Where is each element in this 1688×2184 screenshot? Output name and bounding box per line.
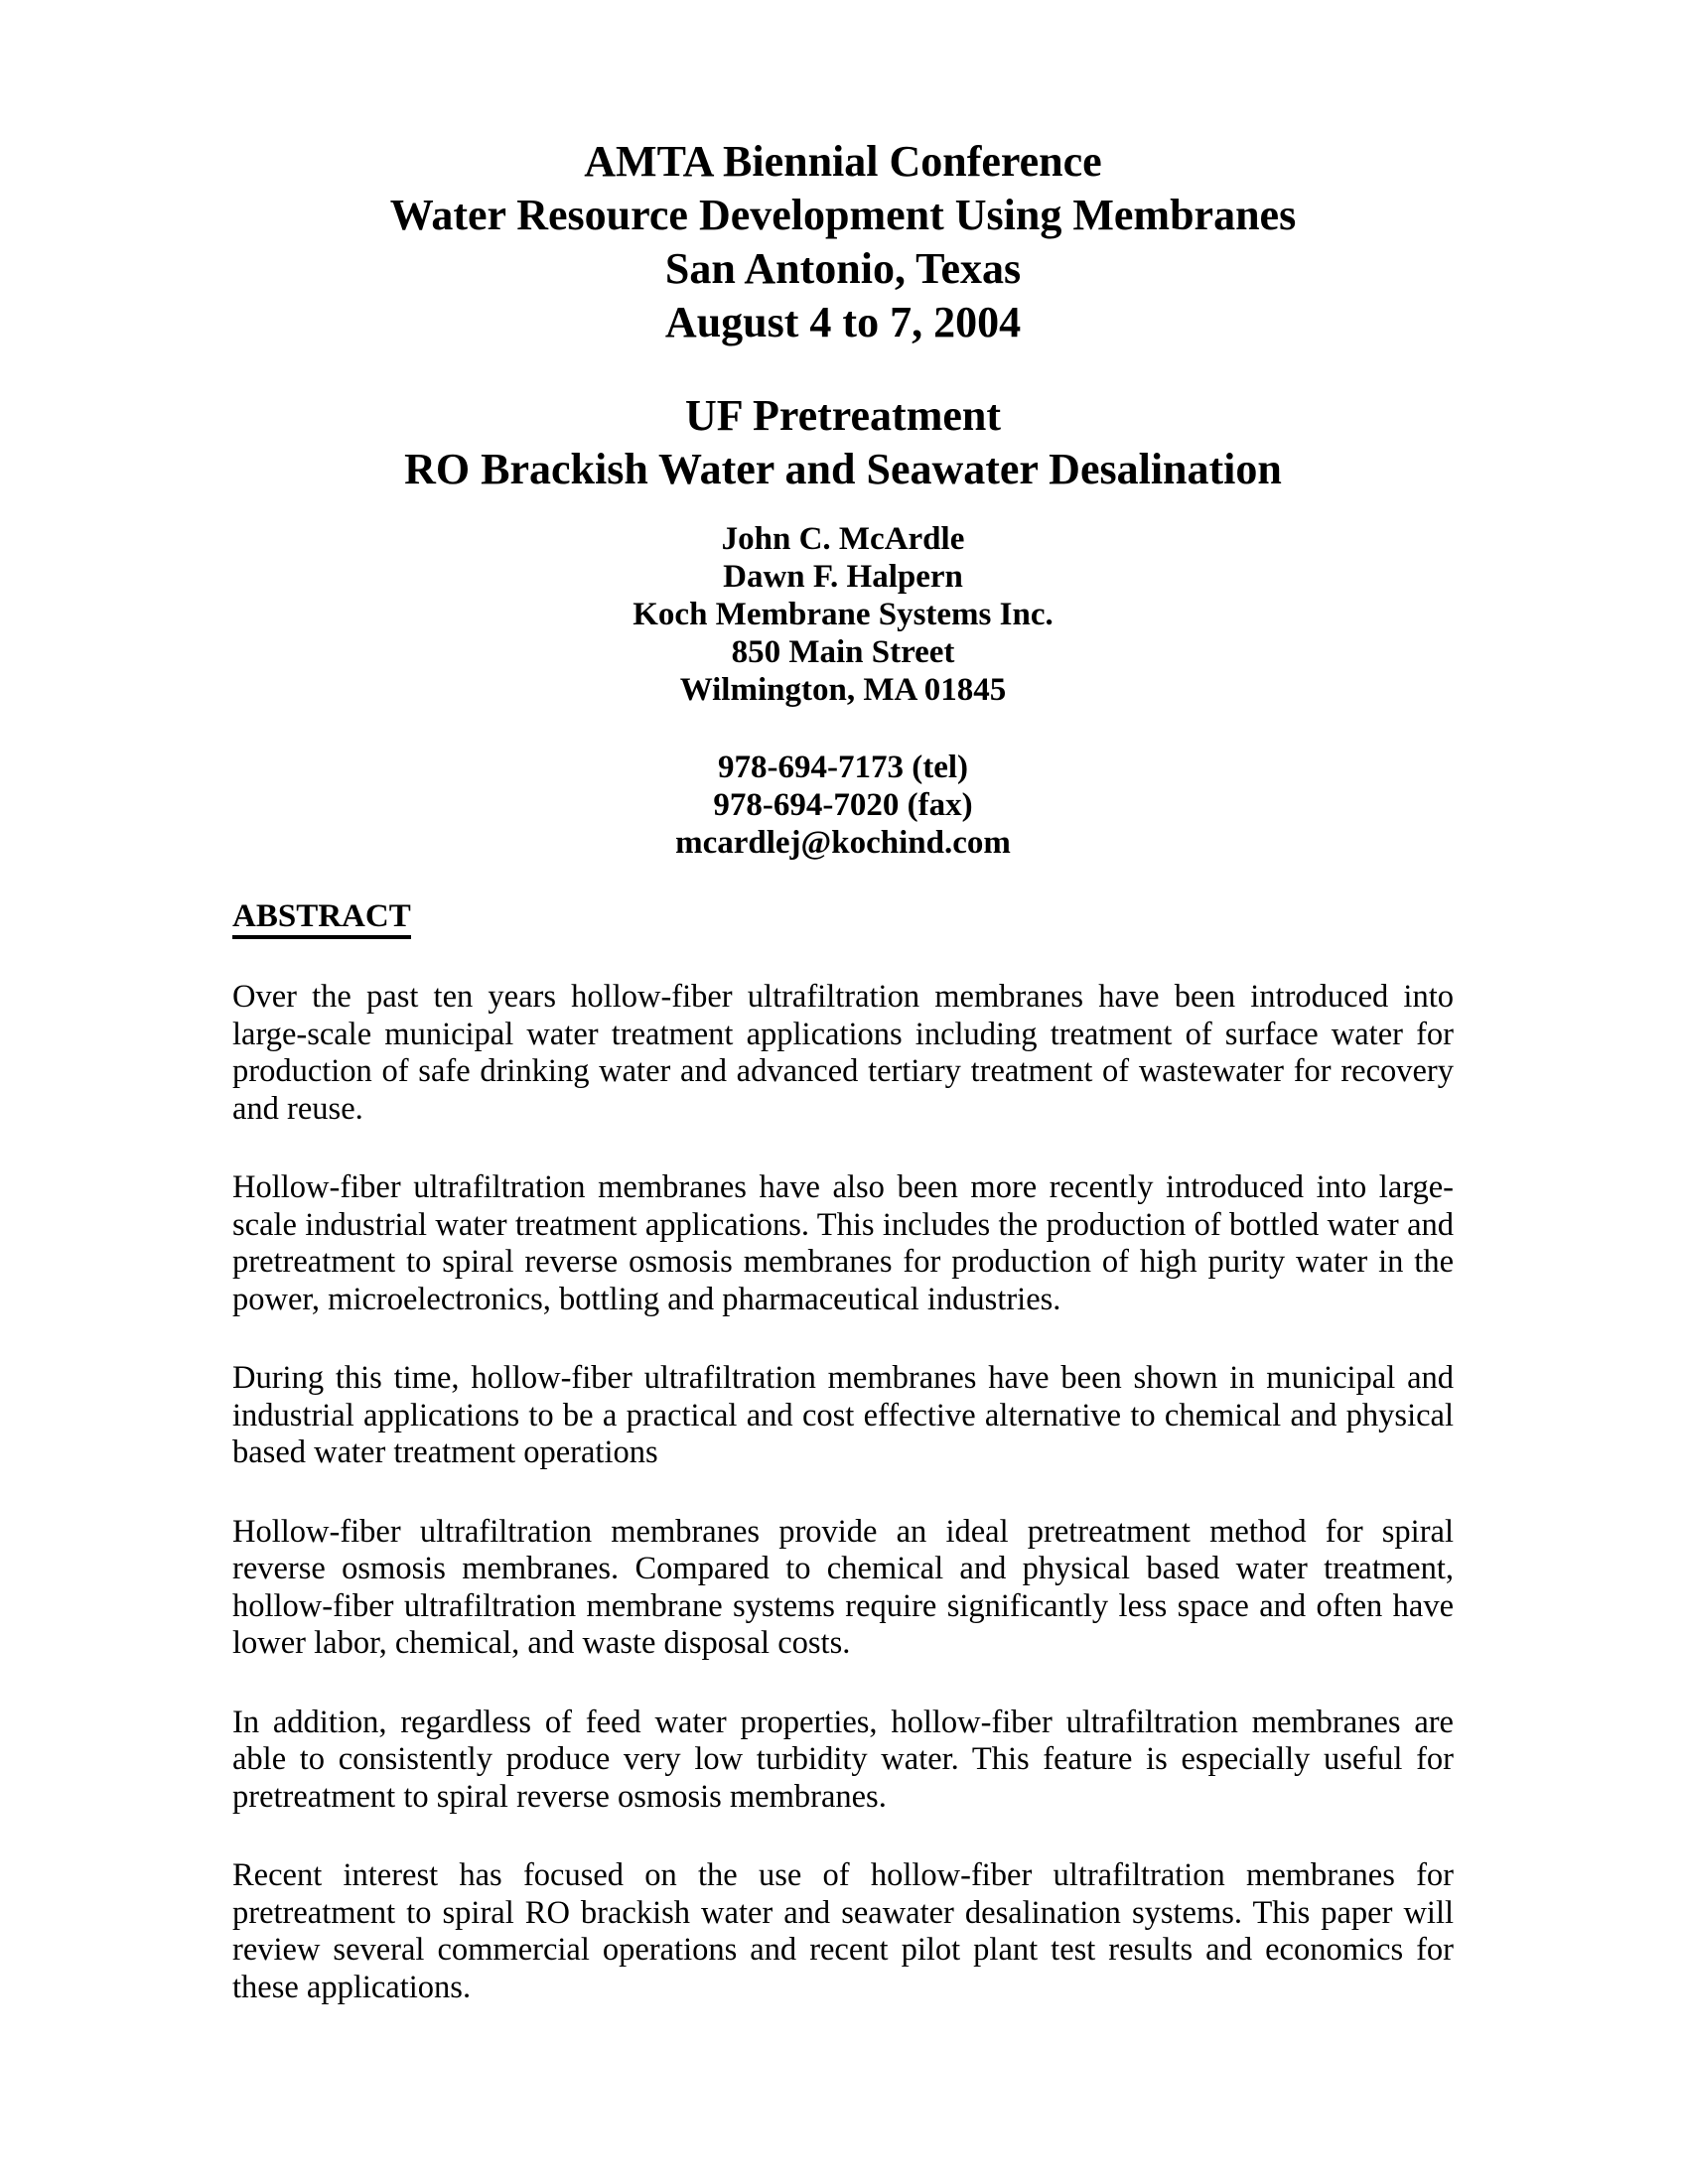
- author-name-1: John C. McArdle: [721, 521, 965, 557]
- conference-name: AMTA Biennial Conference: [584, 137, 1102, 186]
- contact-block: [232, 749, 1454, 862]
- author-name-2: Dawn F. Halpern: [723, 559, 963, 595]
- abstract-paragraph-5: In addition, regardless of feed water properties, hollow-fiber ultrafiltration membranes are able to consistently produce very low turbidity water. This feature is especially useful for pretreatment to spiral reverse osmosis membranes.: [232, 1704, 1454, 1815]
- abstract-paragraph-6: Recent interest has focused on the use of hollow-fiber ultrafiltration membranes for pretreatment to spiral RO brackish water and seawater desalination systems. This paper will review several commercial operations and recent pilot plant test results and economics for these applications.: [232, 1857, 1454, 2005]
- abstract-paragraph-3: During this time, hollow-fiber ultrafiltration membranes have been shown in municipal and industrial applications to be a practical and cost effective alternative to chemical and physical based water treatment operations: [232, 1360, 1454, 1470]
- abstract-paragraph-2: Hollow-fiber ultrafiltration membranes have also been more recently introduced into large-scale industrial water treatment applications. This includes the production of bottled water and pretreatment to spiral reverse osmosis membranes for production of high purity water in the power, microelectronics, bottling and pharmaceutical industries.: [232, 1169, 1454, 1317]
- street-address: 850 Main Street: [731, 634, 955, 670]
- conference-dates: August 4 to 7, 2004: [664, 298, 1022, 346]
- abstract-paragraph-1: Over the past ten years hollow-fiber ultrafiltration membranes have been introduced into large-scale municipal water treatment applications including treatment of surface water for production of safe drinking water and advanced tertiary treatment of wastewater for recovery and reuse.: [232, 979, 1454, 1127]
- paper-title: [232, 389, 1454, 496]
- conference-theme: Water Resource Development Using Membranes: [389, 191, 1297, 239]
- fax-number: 978-694-7020 (fax): [713, 787, 973, 823]
- conference-location: San Antonio, Texas: [664, 244, 1022, 293]
- abstract-heading-row: [232, 899, 1454, 939]
- telephone-number: 978-694-7173 (tel): [717, 750, 968, 785]
- paper-title-line-2: RO Brackish Water and Seawater Desalination: [404, 445, 1282, 493]
- abstract-paragraph-4: Hollow-fiber ultrafiltration membranes provide an ideal pretreatment method for spiral reverse osmosis membranes. Compared to chemical and physical based water treatment, hollow-fiber ultrafiltration membrane systems require significantly less space and often have lower labor, chemical, and waste disposal costs.: [232, 1513, 1454, 1661]
- email-address: mcardlej@kochind.com: [675, 825, 1011, 861]
- abstract-section: [232, 899, 1454, 2006]
- author-block: [232, 520, 1454, 709]
- conference-header: [232, 135, 1454, 349]
- paper-title-line-1: UF Pretreatment: [684, 391, 1002, 440]
- city-state-zip: Wilmington, MA 01845: [679, 672, 1007, 708]
- abstract-heading: ABSTRACT: [232, 899, 411, 939]
- company-name: Koch Membrane Systems Inc.: [633, 597, 1054, 632]
